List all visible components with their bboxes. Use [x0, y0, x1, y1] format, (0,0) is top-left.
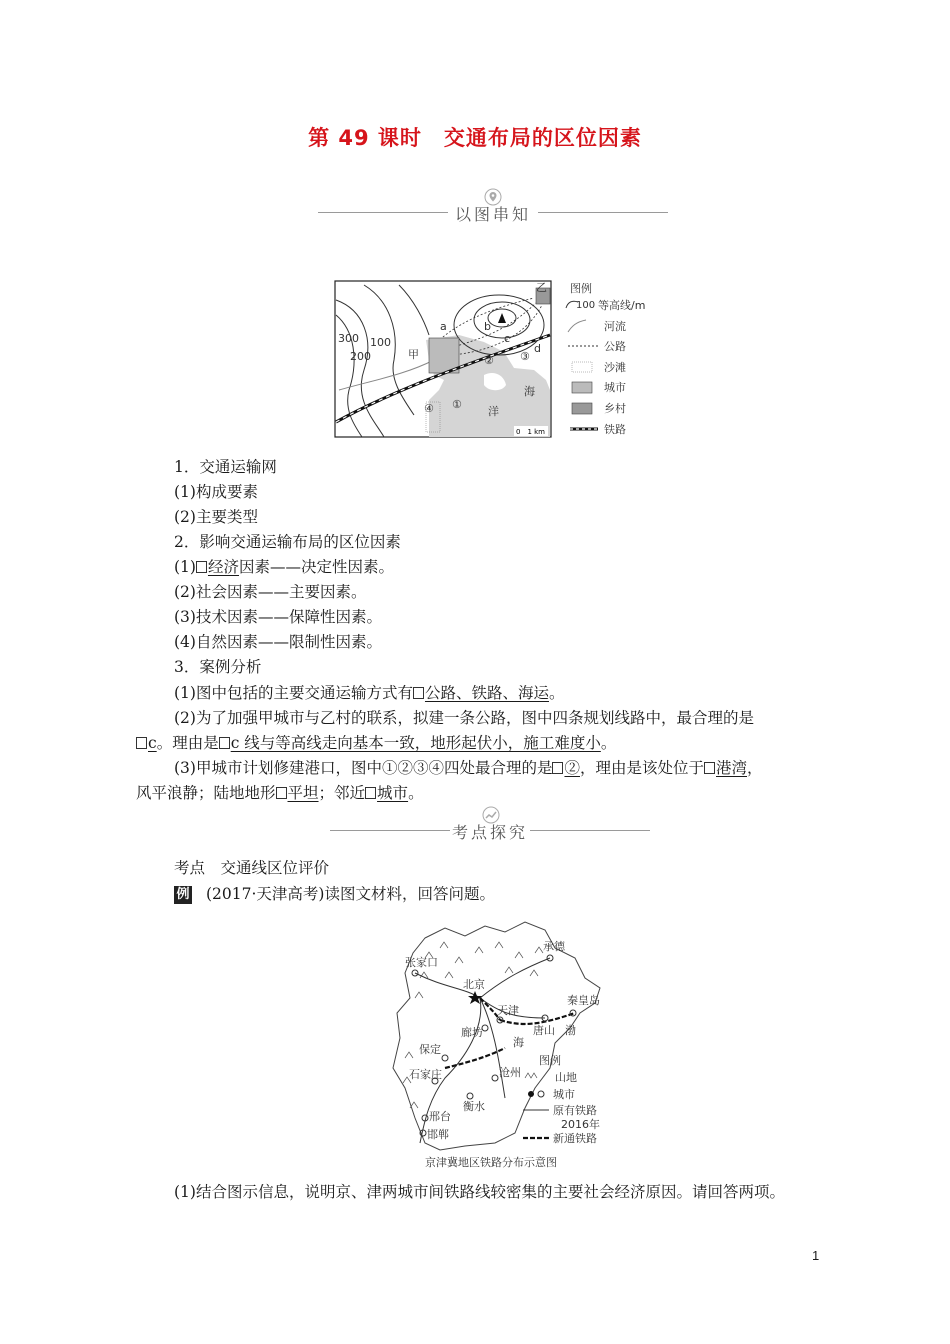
legend-contour: 等高线/m: [598, 299, 646, 312]
topographic-map: [334, 280, 668, 440]
section-title: 考点探究: [451, 823, 528, 842]
city-shijiazhuang: 石家庄: [409, 1068, 442, 1081]
map2-legend-title: 图例: [539, 1054, 561, 1067]
text-line: (2)主要类型: [174, 508, 258, 526]
text-line: (2)为了加强甲城市与乙村的联系，拟建一条公路，图中四条规划线路中，最合理的是: [174, 709, 754, 727]
site-3-label: ③: [520, 350, 530, 363]
city-tianjin: 天津: [497, 1004, 519, 1017]
city-hengshui: 衡水: [463, 1100, 485, 1113]
text-line: (1)图中包括的主要交通运输方式有 公路、铁路、海运。: [174, 684, 565, 702]
text-line: c。理由是 c 线与等高线走向基本一致，地形起伏小，施工难度小。: [136, 731, 616, 756]
legend-city: 城市: [553, 1088, 575, 1101]
answer-blank: 城市: [377, 784, 409, 802]
answer-blank: ②: [564, 759, 580, 777]
legend-mountain: 山地: [555, 1071, 577, 1084]
site-1-label: ①: [452, 398, 462, 411]
text-line: 1．交通运输网: [174, 458, 277, 476]
legend-year: 2016年: [561, 1118, 600, 1131]
railway-map: [385, 918, 620, 1173]
section-header-map: [318, 188, 668, 228]
route-a-label: a: [440, 320, 447, 333]
text-line: (1)构成要素: [174, 483, 258, 501]
city-qinhuangdao: 秦皇岛: [567, 994, 600, 1007]
contour-300-label: 300: [338, 332, 359, 345]
city-baoding: 保定: [419, 1043, 441, 1056]
contour-100-label: 100: [370, 336, 391, 349]
legend-road: 公路: [604, 340, 626, 353]
page-number: 1: [812, 1248, 820, 1263]
legend-contour-value: 100: [576, 300, 596, 311]
legend-new-railway: 新通铁路: [553, 1132, 597, 1145]
route-b-label: b: [484, 320, 491, 333]
city-chengde: 承德: [543, 940, 565, 953]
scale-bar: 0 1 km: [516, 428, 546, 436]
city-cangzhou: 沧州: [499, 1066, 521, 1079]
city-zhangjiakou: 张家口: [405, 956, 438, 969]
sea-label: 海: [524, 385, 535, 398]
sea-bo-label: 渤: [565, 1024, 576, 1037]
contour-200-label: 200: [350, 350, 371, 363]
route-c-label: c: [504, 332, 511, 345]
city-beijing: 北京: [463, 978, 485, 991]
legend-old-railway: 原有铁路: [553, 1104, 597, 1117]
text-line: (2)社会因素——主要因素。: [174, 583, 367, 601]
text-line: (1) 经济因素——决定性因素。: [174, 558, 394, 576]
answer-blank: c 线与等高线走向基本一致，地形起伏小，施工难度小: [230, 734, 601, 752]
question-1: (1)结合图示信息，说明京、津两城市间铁路线较密集的主要社会经济原因。请回答两项。: [174, 1183, 785, 1201]
text-line: (4)自然因素——限制性因素。: [174, 633, 382, 651]
answer-blank: c: [148, 734, 157, 752]
legend-village: 乡村: [604, 402, 626, 415]
city-langfang: 廊坊: [461, 1026, 483, 1039]
section-header-exam: [330, 806, 650, 846]
city-jia-label: 甲: [408, 348, 419, 361]
example-line: 例 (2017·天津高考)读图文材料，回答问题。: [174, 882, 495, 907]
legend-title: 图例: [570, 282, 592, 295]
text-line: 风平浪静；陆地地形 平坦；邻近 城市。: [136, 784, 424, 802]
text-line: (3)甲城市计划修建港口，图中①②③④四处最合理的是 ②，理由是该处位于 港湾，: [174, 759, 763, 777]
topic-label: 考点 交通线区位评价: [174, 859, 330, 877]
legend-beach: 沙滩: [604, 361, 626, 374]
city-tangshan: 唐山: [533, 1024, 555, 1037]
page-title: 第 49 课时 交通布局的区位因素: [308, 126, 642, 150]
sea-hai-label: 海: [513, 1036, 524, 1049]
section-title: 以图串知: [454, 205, 531, 224]
answer-blank: 公路、铁路、海运: [424, 684, 549, 702]
village-yi-label: 乙: [536, 281, 547, 294]
map2-caption: 京津冀地区铁路分布示意图: [425, 1156, 557, 1169]
city-xingtai: 邢台: [429, 1110, 451, 1123]
text-line: 3．案例分析: [174, 658, 262, 676]
ocean-label: 洋: [488, 405, 499, 418]
city-handan: 邯郸: [427, 1128, 449, 1141]
legend-river: 河流: [604, 320, 626, 333]
route-d-label: d: [534, 342, 541, 355]
legend-railway: 铁路: [604, 423, 626, 436]
site-4-label: ④: [424, 402, 434, 415]
example-badge: 例: [174, 886, 192, 904]
text-line: 2．影响交通运输布局的区位因素: [174, 533, 401, 551]
legend-city: 城市: [604, 381, 626, 394]
answer-blank: 经济: [207, 558, 239, 576]
answer-blank: 平坦: [287, 784, 319, 802]
site-2-label: ②: [484, 354, 494, 367]
text-line: (3)技术因素——保障性因素。: [174, 608, 382, 626]
answer-blank: 港湾: [716, 759, 748, 777]
